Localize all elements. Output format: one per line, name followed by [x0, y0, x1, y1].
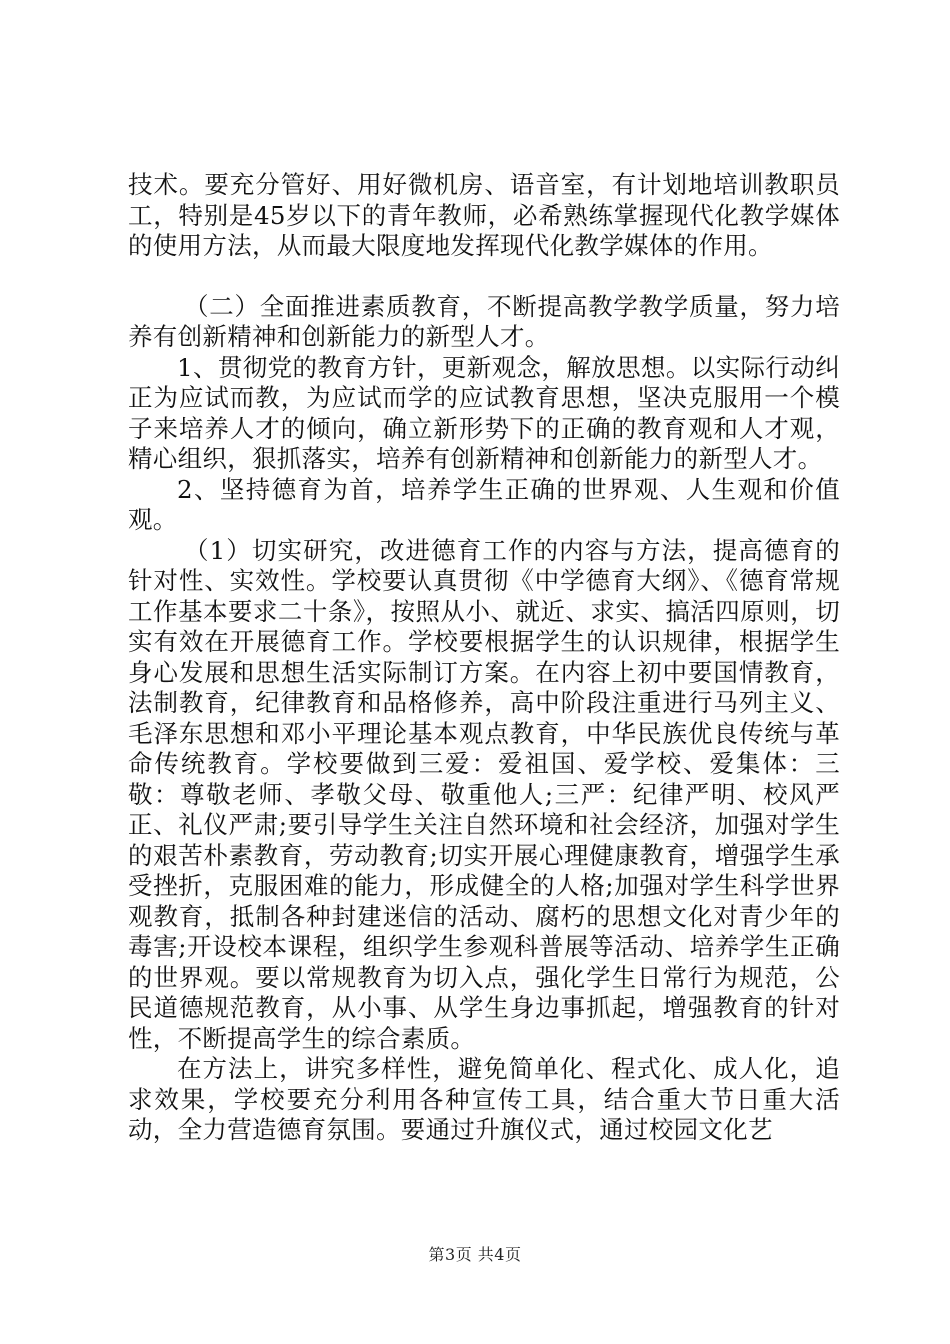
document-body — [128, 170, 840, 1146]
section-heading-2: （二）全面推进素质教育，不断提高教学教学质量，努力培养有创新精神和创新能力的新型人才。 — [128, 291, 840, 351]
paragraph-item-1: 1、贯彻党的教育方针，更新观念，解放思想。以实际行动纠正为应试而教，为应试而学的应试教育思想，坚决克服用一个模子来培养人才的倾向，确立新形势下的正确的教育观和人才观，精心组织，狠抓落实，培养有创新精神和创新能力的新型人才。 — [128, 352, 840, 473]
paragraph-item-2: 2、坚持德育为首，培养学生正确的世界观、人生观和价值观。 — [128, 474, 840, 534]
paragraph-continuation: 技术。要充分管好、用好微机房、语音室，有计划地培训教职员工，特别是45岁以下的青年教师，必希熟练掌握现代化教学媒体的使用方法，从而最大限度地发挥现代化教学媒体的作用。 — [128, 170, 840, 260]
paragraph-subitem-1: （1）切实研究，改进德育工作的内容与方法，提高德育的针对性、实效性。学校要认真贯彻《中学德育大纲》、《德育常规工作基本要求二十条》，按照从小、就近、求实、搞活四原则，切实有效在开展德育工作。学校要根据学生的认识规律，根据学生身心发展和思想生活实际制订方案。在内容上初中要国情教育，法制教育，纪律教育和品格修养，高中阶段注重进行马列主义、毛泽东思想和邓小平理论基本观点教育，中华民族优良传统与革命传统教育。学校要做到三爱：爱祖国、爱学校、爱集体：三敬：尊敬老师、孝敬父母、敬重他人;三严：纪律严明、校风严正、礼仪严肃;要引导学生关注自然环境和社会经济，加强对学生的艰苦朴素教育，劳动教育;切实开展心理健康教育，增强学生承受挫折，克服困难的能力，形成健全的人格;加强对学生科学世界观教育，抵制各种封建迷信的活动、腐朽的思想文化对青少年的毒害;开设校本课程，组织学生参观科普展等活动、培养学生正确的世界观。要以常规教育为切入点，强化学生日常行为规范，公民道德规范教育，从小事、从学生身边事抓起，增强教育的针对性，不断提高学生的综合素质。 — [128, 535, 840, 1053]
paragraph-methods: 在方法上，讲究多样性，避免简单化、程式化、成人化，追求效果，学校要充分利用各种宣传工具，结合重大节日重大活动，全力营造德育氛围。要通过升旗仪式，通过校园文化艺 — [128, 1054, 840, 1144]
paragraph-gap — [128, 262, 840, 292]
page-footer: 第3页 共4页 — [428, 1245, 522, 1264]
